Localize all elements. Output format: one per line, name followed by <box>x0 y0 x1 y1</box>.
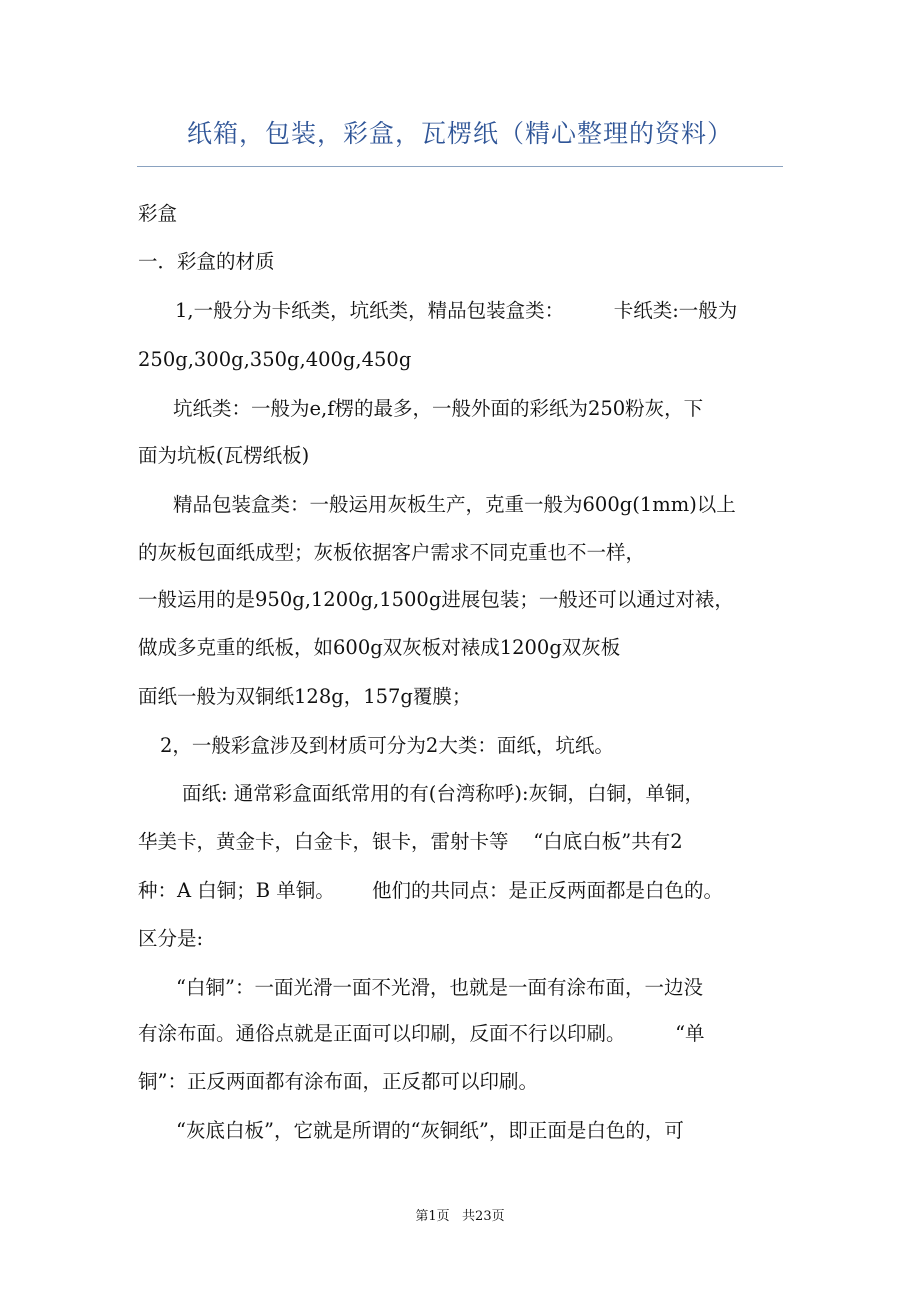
paragraph-line: 一般运用的是950g,1200g,1500g进展包装；一般还可以通过对裱， <box>138 588 734 611</box>
title-divider <box>137 166 783 167</box>
paragraph-line: 面纸: 通常彩盒面纸常用的有(台湾称呼):灰铜，白铜，单铜， <box>182 782 705 805</box>
subsection-heading: 一．彩盒的材质 <box>138 250 275 273</box>
paragraph-line: 区分是: <box>138 927 204 950</box>
paragraph-line: 面为坑板(瓦楞纸板) <box>138 444 310 467</box>
document-title: 纸箱，包装，彩盒，瓦楞纸（精心整理的资料） <box>186 119 733 148</box>
paragraph-line: 的灰板包面纸成型；灰板依据客户需求不同克重也不一样， <box>138 541 646 564</box>
paragraph-line: 1,一般分为卡纸类，坑纸类，精品包装盒类： 卡纸类:一般为 <box>175 299 738 322</box>
paragraph-line: 铜”：正反两面都有涂布面，正反都可以印刷。 <box>138 1070 538 1093</box>
paragraph-line: 有涂布面。通俗点就是正面可以印刷，反面不行以印刷。 “单 <box>138 1022 705 1045</box>
paragraph-line: 250g,300g,350g,400g,450g <box>138 348 412 371</box>
paragraph-line: 做成多克重的纸板，如600g双灰板对裱成1200g双灰板 <box>138 636 621 659</box>
page-number-footer: 第1页 共23页 <box>415 1209 505 1224</box>
paragraph-line: “白铜”：一面光滑一面不光滑，也就是一面有涂布面，一边没 <box>176 976 703 999</box>
paragraph-line: “灰底白板”，它就是所谓的“灰铜纸”，即正面是白色的，可 <box>176 1119 684 1142</box>
paragraph-line: 坑纸类：一般为e,f楞的最多，一般外面的彩纸为250粉灰，下 <box>173 397 704 420</box>
paragraph-line: 精品包装盒类：一般运用灰板生产，克重一般为600g(1mm)以上 <box>173 493 736 516</box>
paragraph-line: 2，一般彩盒涉及到材质可分为2大类：面纸，坑纸。 <box>160 734 614 757</box>
paragraph-line: 种：A 白铜；B 单铜。 他们的共同点：是正反两面都是白色的。 <box>138 879 724 902</box>
paragraph-line: 面纸一般为双铜纸128g，157g覆膜； <box>138 685 472 708</box>
paragraph-line: 华美卡，黄金卡，白金卡，银卡，雷射卡等 “白底白板”共有2 <box>138 830 683 853</box>
section-heading: 彩盒 <box>138 202 178 225</box>
